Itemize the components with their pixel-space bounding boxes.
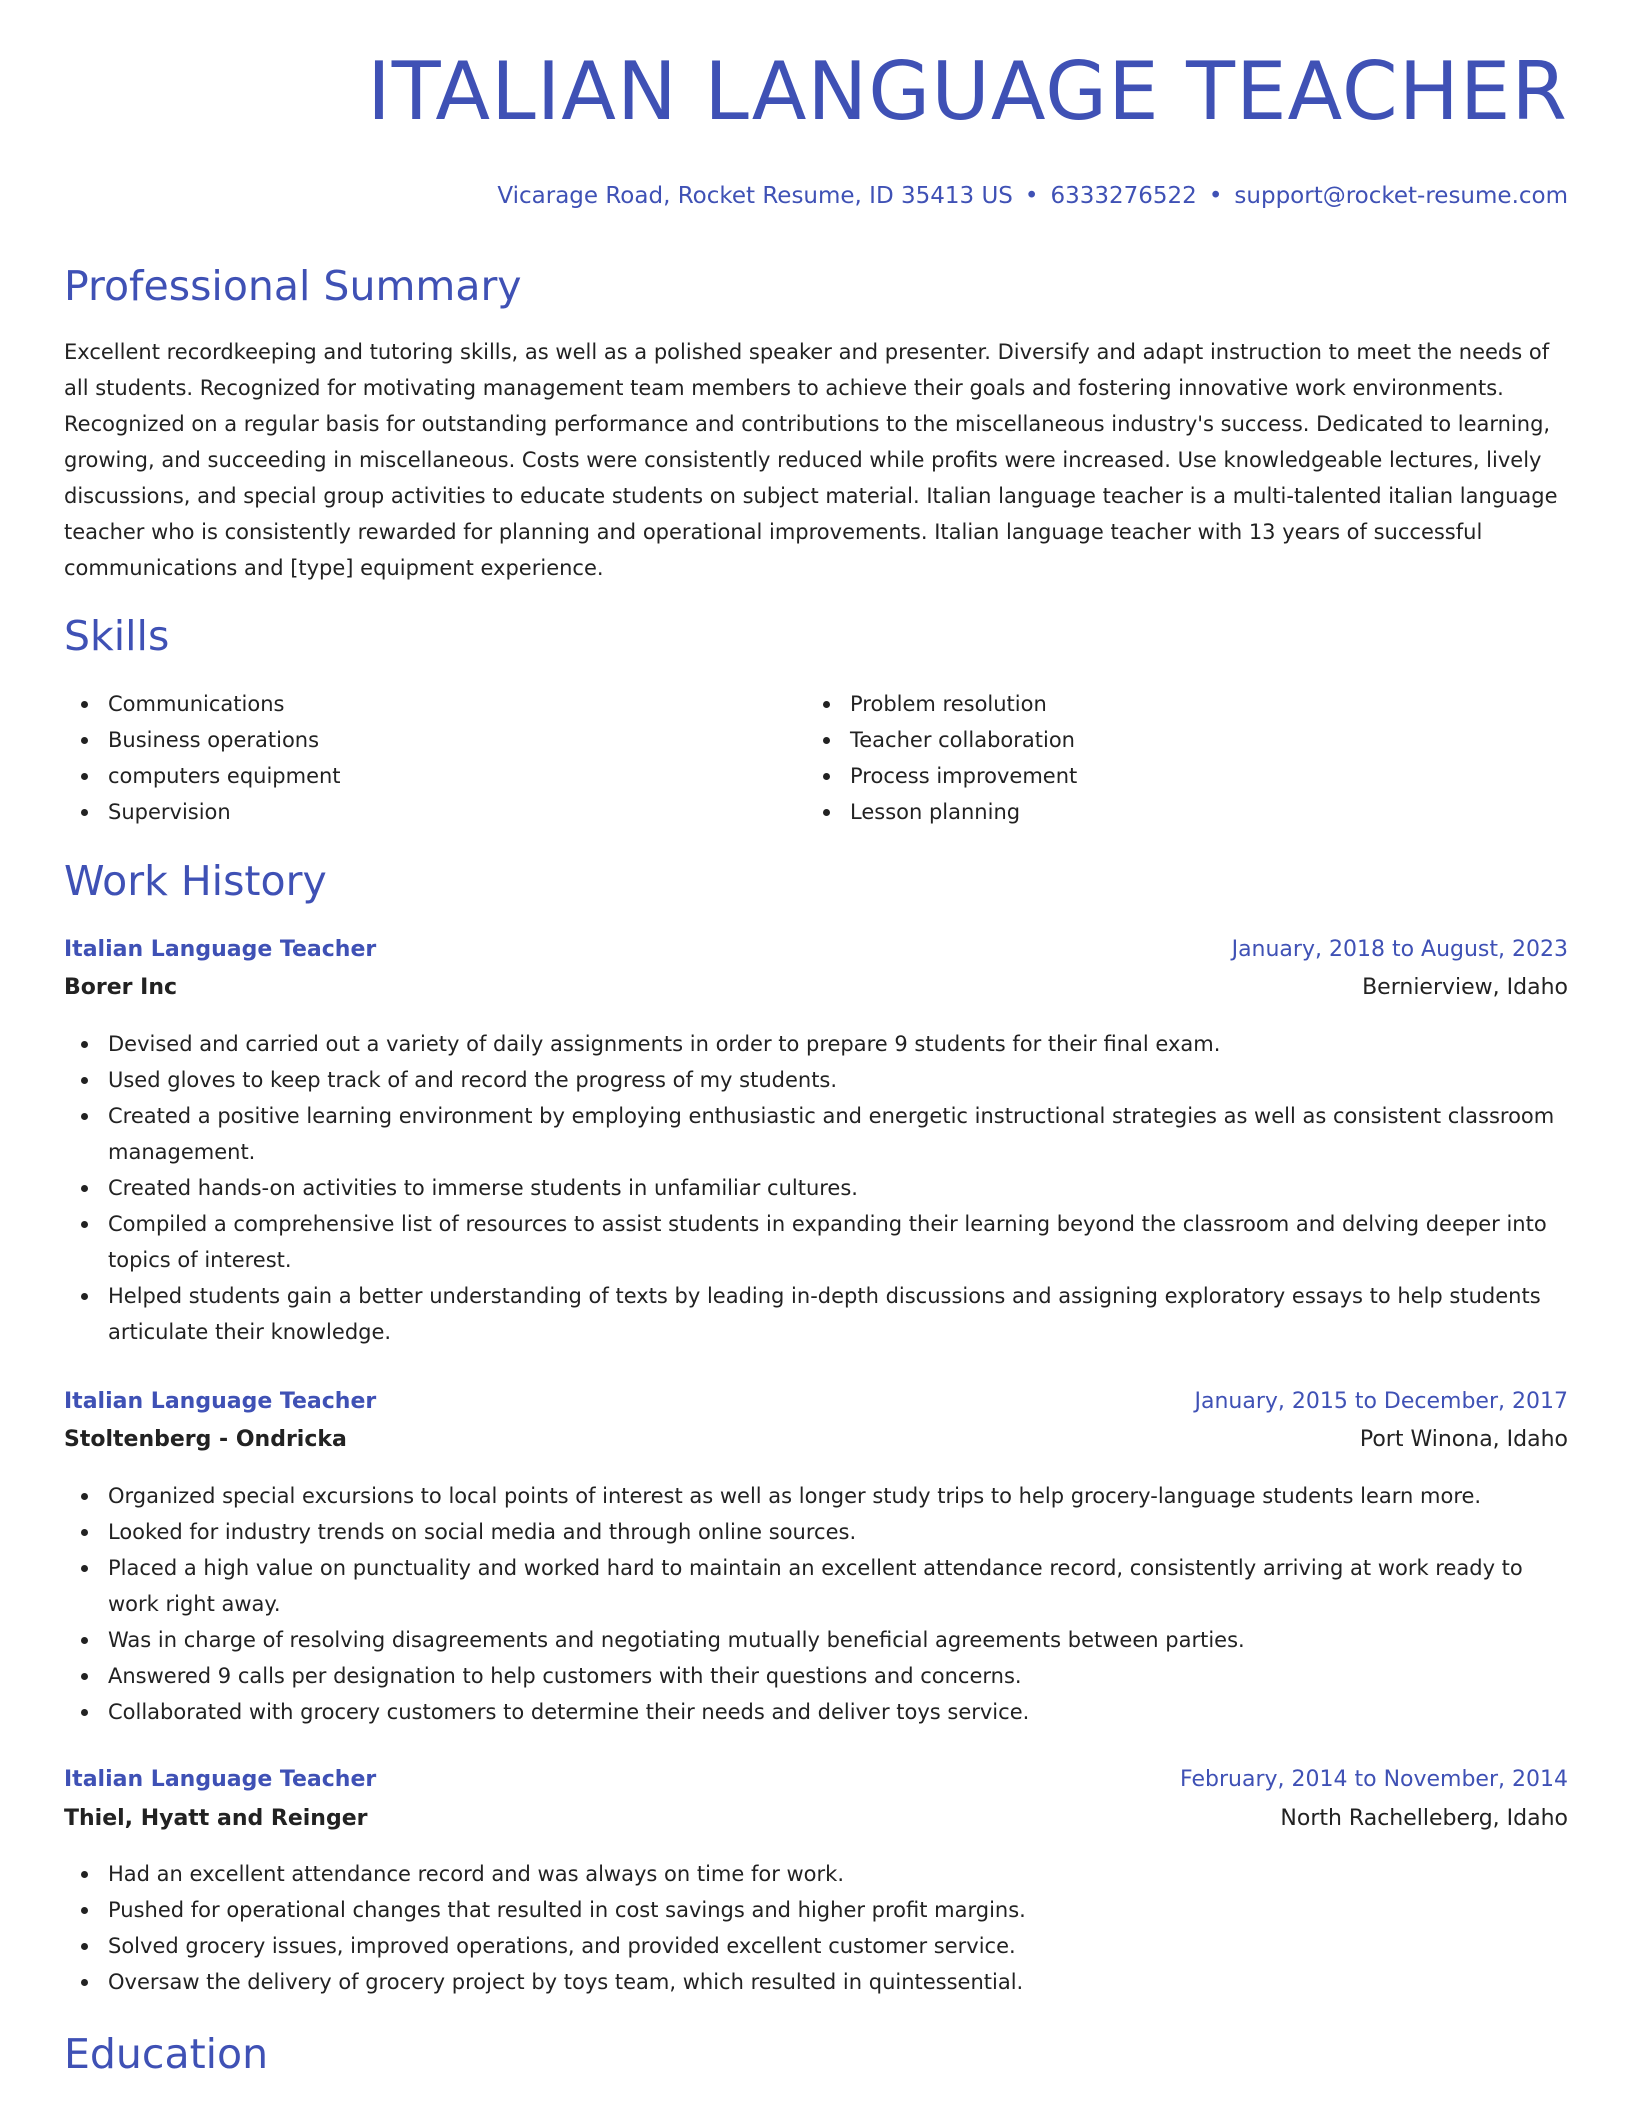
job-location: Bernierview, Idaho: [1362, 975, 1568, 1000]
job-title: Italian Language Teacher: [64, 1389, 377, 1414]
job-company: Borer Inc: [64, 975, 178, 1000]
job-bullets: [64, 1478, 1568, 1730]
job-title: Italian Language Teacher: [64, 937, 377, 962]
skill-item: Communications: [64, 686, 764, 722]
job-bullet: Created hands-on activities to immerse students in unfamiliar cultures.: [64, 1170, 1568, 1206]
job-bullet: Devised and carried out a variety of daily assignments in order to prepare 9 students for their final exam.: [64, 1026, 1568, 1062]
job-bullet: Placed a high value on punctuality and worked hard to maintain an excellent attendance record, consistently arriving at work ready to work right away.: [64, 1550, 1568, 1622]
job-bullet: Was in charge of resolving disagreements and negotiating mutually beneficial agreements between parties.: [64, 1622, 1568, 1658]
job-bullet: Answered 9 calls per designation to help customers with their questions and concerns.: [64, 1658, 1568, 1694]
contact-email[interactable]: support@rocket-resume.com: [1234, 183, 1568, 209]
work-history-heading: Work History: [64, 857, 327, 905]
resume-name-title: ITALIAN LANGUAGE TEACHER: [367, 45, 1568, 138]
job-bullet: Organized special excursions to local points of interest as well as longer study trips to help grocery-language students learn more.: [64, 1478, 1568, 1514]
skill-item: Business operations: [64, 722, 764, 758]
skill-item: Problem resolution: [806, 686, 1506, 722]
skill-item: Lesson planning: [806, 794, 1506, 830]
job-bullets: [64, 1856, 1568, 2000]
skills-heading: Skills: [64, 612, 170, 660]
job-company: Stoltenberg - Ondricka: [64, 1427, 347, 1452]
skill-item: computers equipment: [64, 758, 764, 794]
job-title: Italian Language Teacher: [64, 1767, 377, 1792]
job-bullets: [64, 1026, 1568, 1350]
job-dates: January, 2018 to August, 2023: [1231, 937, 1568, 962]
contact-separator: •: [1208, 183, 1223, 209]
job-bullet: Solved grocery issues, improved operations, and provided excellent customer service.: [64, 1928, 1568, 1964]
job-dates: January, 2015 to December, 2017: [1194, 1389, 1568, 1414]
skills-list-left: [64, 686, 764, 830]
job-company: Thiel, Hyatt and Reinger: [64, 1806, 368, 1831]
contact-phone: 6333276522: [1050, 183, 1197, 209]
job-bullet: Used gloves to keep track of and record the progress of my students.: [64, 1062, 1568, 1098]
job-bullet: Pushed for operational changes that resulted in cost savings and higher profit margins.: [64, 1892, 1568, 1928]
job-location: North Rachelleberg, Idaho: [1280, 1806, 1568, 1831]
job-bullet: Helped students gain a better understanding of texts by leading in-depth discussions and assigning exploratory essays to help students articulate their knowledge.: [64, 1278, 1568, 1350]
skills-list-right: [806, 686, 1506, 830]
contact-separator: •: [1024, 183, 1039, 209]
job-dates: February, 2014 to November, 2014: [1180, 1767, 1568, 1792]
summary-heading: Professional Summary: [64, 262, 522, 310]
skill-item: Teacher collaboration: [806, 722, 1506, 758]
job-bullet: Compiled a comprehensive list of resources to assist students in expanding their learning beyond the classroom and delving deeper into topics of interest.: [64, 1206, 1568, 1278]
skill-item: Supervision: [64, 794, 764, 830]
summary-text: Excellent recordkeeping and tutoring skills, as well as a polished speaker and presenter. Diversify and adapt instruction to meet the needs of all students. Recognized for motivating management team members to achieve their goals and fostering innovative work environments. Recognized on a regular basis for outstanding performance and contributions to the miscellaneous industry's success. Dedicated to learning, growing, and succeeding in miscellaneous. Costs were consistently reduced while profits were increased. Use knowledgeable lectures, lively discussions, and special group activities to educate students on subject material. Italian language teacher is a multi-talented italian language teacher who is consistently rewarded for planning and operational improvements. Italian language teacher with 13 years of successful communications and [type] equipment experience.: [64, 340, 1558, 580]
contact-line: [497, 183, 1568, 211]
contact-address: Vicarage Road, Rocket Resume, ID 35413 US: [497, 183, 1013, 209]
job-bullet: Collaborated with grocery customers to determine their needs and deliver toys service.: [64, 1694, 1568, 1730]
skill-item: Process improvement: [806, 758, 1506, 794]
resume-page: [64, 0, 1568, 2112]
education-heading: Education: [64, 2030, 269, 2078]
job-bullet: Oversaw the delivery of grocery project by toys team, which resulted in quintessential.: [64, 1964, 1568, 2000]
job-bullet: Had an excellent attendance record and was always on time for work.: [64, 1856, 1568, 1892]
job-bullet: Looked for industry trends on social media and through online sources.: [64, 1514, 1568, 1550]
job-bullet: Created a positive learning environment by employing enthusiastic and energetic instructional strategies as well as consistent classroom management.: [64, 1098, 1568, 1170]
job-location: Port Winona, Idaho: [1359, 1427, 1568, 1452]
